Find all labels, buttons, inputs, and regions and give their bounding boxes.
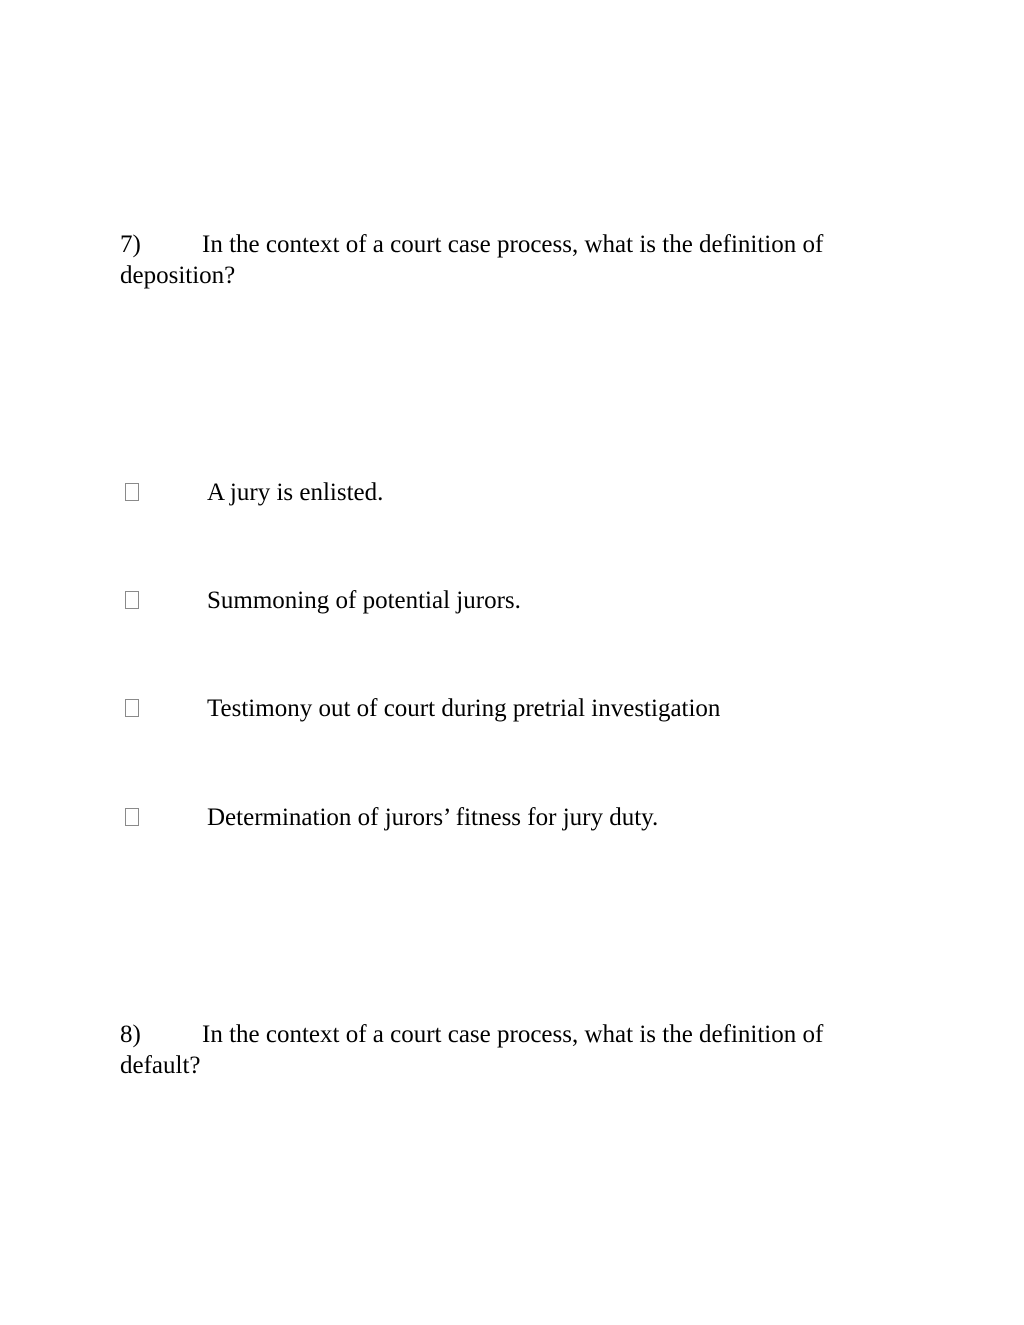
question-7 — [120, 229, 880, 291]
answer-option-1[interactable] — [120, 477, 880, 508]
question-text-line-1: In the context of a court case process, what is the definition of — [202, 1021, 824, 1048]
answer-option-text: Determination of jurors’ fitness for jury duty. — [207, 804, 659, 831]
answer-option-4[interactable] — [120, 802, 880, 833]
question-number: 7) — [120, 231, 141, 258]
answer-option-text: Summoning of potential jurors. — [207, 587, 521, 614]
checkbox-placeholder-icon[interactable] — [125, 591, 139, 609]
answer-option-2[interactable] — [120, 585, 880, 616]
checkbox-placeholder-icon[interactable] — [125, 808, 139, 826]
checkbox-placeholder-icon[interactable] — [125, 699, 139, 717]
question-text-line-1: In the context of a court case process, what is the definition of — [202, 231, 824, 258]
answer-option-3[interactable] — [120, 693, 880, 724]
question-7-first-line — [120, 229, 880, 260]
checkbox-placeholder-icon[interactable] — [125, 483, 139, 501]
question-8 — [120, 1019, 880, 1081]
answer-option-text: A jury is enlisted. — [207, 479, 384, 506]
question-text-line-2: deposition? — [120, 262, 236, 289]
question-text-line-2: default? — [120, 1052, 201, 1079]
question-number: 8) — [120, 1021, 141, 1048]
question-8-first-line — [120, 1019, 880, 1050]
answer-option-text: Testimony out of court during pretrial investigation — [207, 695, 721, 722]
